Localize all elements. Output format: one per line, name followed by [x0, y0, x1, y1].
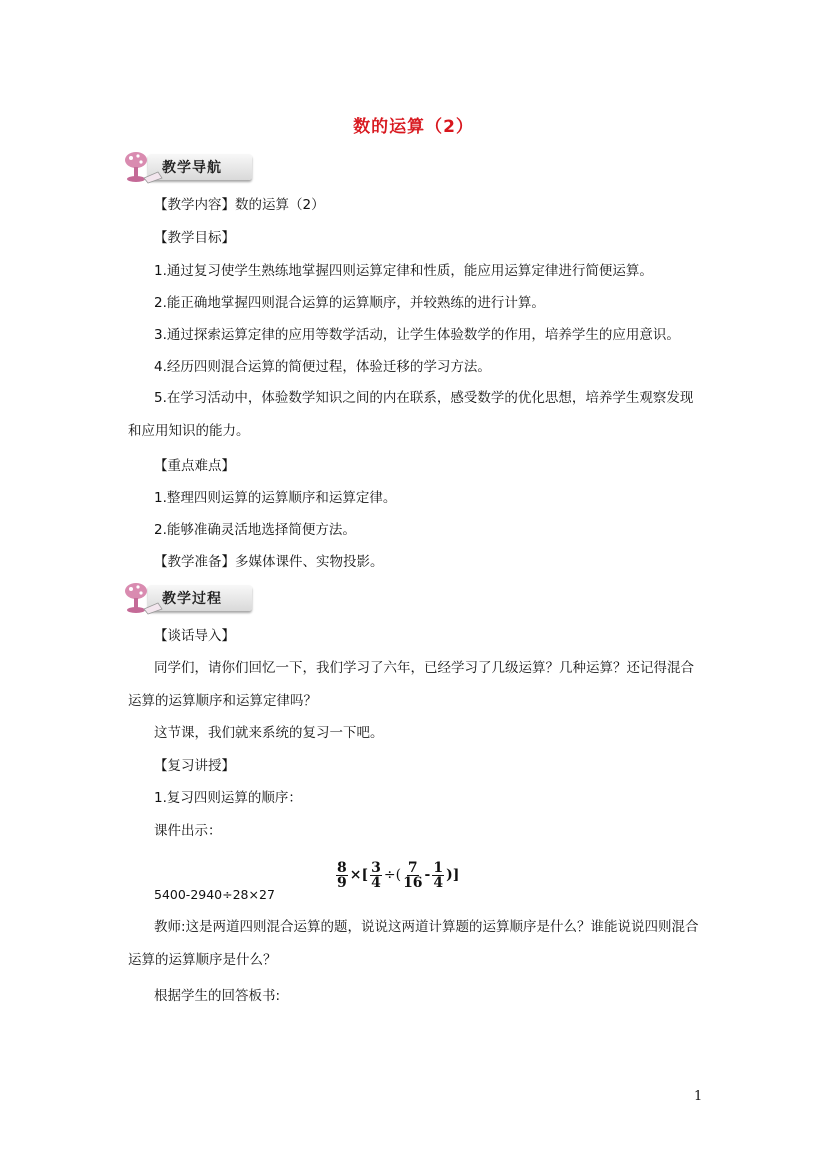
intro-paragraph: 这节课，我们就来系统的复习一下吧。 [154, 725, 384, 741]
expression-2 [335, 858, 460, 892]
key-heading: 【重点难点】 [154, 458, 235, 474]
operator: - [424, 867, 431, 883]
goal-item: 1.通过复习使学生熟练地掌握四则运算定律和性质，能应用运算定律进行简便运算。 [154, 263, 653, 279]
goal-item: 3.通过探索运算定律的应用等数学活动，让学生体验数学的作用，培养学生的应用意识。 [154, 327, 680, 343]
section-banner-process [120, 579, 254, 617]
fraction: $\frac{3}{4}$ [371, 859, 381, 891]
section-banner-nav [120, 148, 254, 186]
goal-item: 5.在学习活动中，体验数学知识之间的内在联系，感受数学的优化思想，培养学生观察发现和应用知识的能力。 [128, 390, 694, 439]
operator: ×[ [349, 867, 369, 883]
content-line: 【教学内容】数的运算（2） [154, 197, 325, 213]
goals-heading: 【教学目标】 [154, 230, 235, 246]
review-item: 1.复习四则运算的顺序： [154, 790, 302, 806]
banner-label: 教学导航 [162, 160, 222, 176]
fraction: 1 4 [433, 859, 444, 891]
operator: ÷( [383, 867, 402, 883]
key-item: 2.能够准确灵活地选择简便方法。 [154, 522, 356, 538]
intro-paragraph: 同学们，请你们回忆一下，我们学习了六年，已经学习了几级运算？几种运算？还记得混合运算的运算顺序和运算定律吗？ [128, 660, 694, 709]
banner-label: 教学过程 [162, 591, 222, 607]
board-line: 根据学生的回答板书: [154, 988, 281, 1004]
prep-line: 【教学准备】多媒体课件、实物投影。 [154, 554, 384, 570]
fraction: $\frac{8}{9}$ [337, 859, 347, 891]
page-title: 数的运算（2） [353, 117, 474, 137]
intro-heading: 【谈话导入】 [154, 628, 235, 644]
goal-item: 2.能正确地掌握四则混合运算的运算顺序，并较熟练的进行计算。 [154, 295, 545, 311]
review-heading: 【复习讲授】 [154, 758, 235, 774]
expression-1: 5400-2940÷28×27 [154, 887, 275, 902]
goal-item: 4.经历四则混合运算的简便过程，体验迁移的学习方法。 [154, 359, 491, 375]
operator: )] [446, 867, 460, 883]
fraction: 7 16 [403, 859, 423, 891]
lamp-icon [120, 148, 164, 186]
page-number: 1 [694, 1089, 703, 1104]
key-item: 1.整理四则运算的运算顺序和运算定律。 [154, 490, 397, 506]
courseware-line: 课件出示： [154, 823, 222, 839]
teacher-paragraph: 教师:这是两道四则混合运算的题，说说这两道计算题的运算顺序是什么？谁能说说四则混合运算的运算顺序是什么？ [128, 919, 699, 968]
lamp-icon [120, 579, 164, 617]
